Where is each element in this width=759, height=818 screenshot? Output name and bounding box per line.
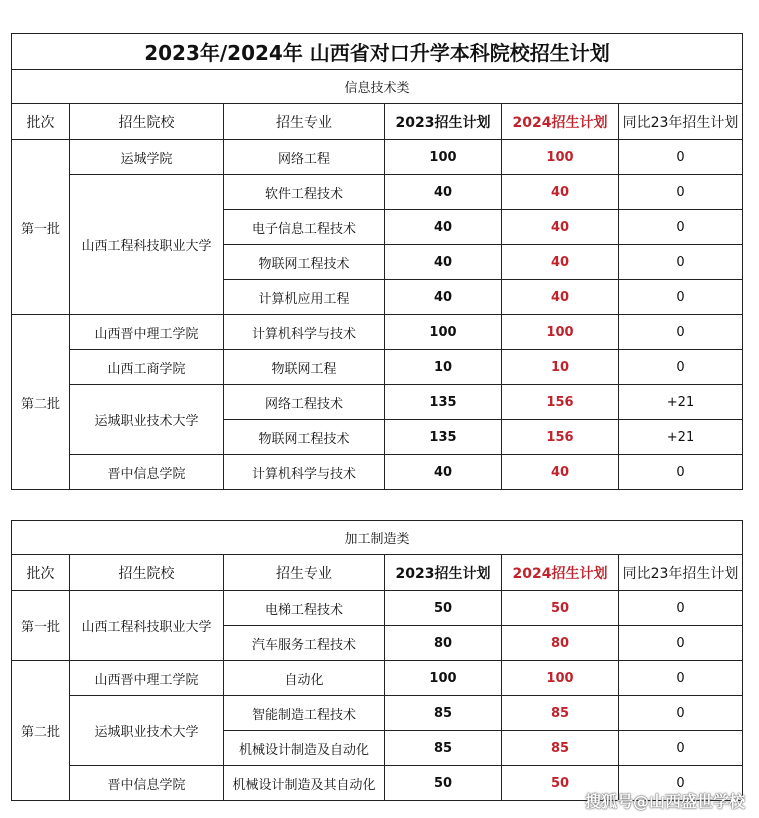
diff-cell: 0 xyxy=(619,766,743,801)
plan-2023-cell: 50 xyxy=(385,591,502,626)
diff-cell: 0 xyxy=(619,280,743,315)
major-cell: 电梯工程技术 xyxy=(224,591,385,626)
table-row xyxy=(12,140,743,175)
major-cell: 网络工程技术 xyxy=(224,385,385,420)
diff-cell: 0 xyxy=(619,455,743,490)
table-row xyxy=(12,385,743,420)
plan-2023-cell: 40 xyxy=(385,175,502,210)
diff-cell: 0 xyxy=(619,140,743,175)
column-header-row xyxy=(12,104,743,140)
major-cell: 物联网工程 xyxy=(224,350,385,385)
header-plan-2024: 2024招生计划 xyxy=(502,555,619,591)
plan-2023-cell: 100 xyxy=(385,315,502,350)
header-school: 招生院校 xyxy=(70,104,224,140)
header-plan-2023: 2023招生计划 xyxy=(385,555,502,591)
diff-cell: 0 xyxy=(619,175,743,210)
major-cell: 物联网工程技术 xyxy=(224,245,385,280)
plan-2023-cell: 10 xyxy=(385,350,502,385)
plan-2024-cell: 80 xyxy=(502,626,619,661)
batch-cell: 第一批 xyxy=(12,140,70,315)
plan-2023-cell: 40 xyxy=(385,245,502,280)
major-cell: 自动化 xyxy=(224,661,385,696)
plan-2023-cell: 40 xyxy=(385,210,502,245)
major-cell: 机械设计制造及其自动化 xyxy=(224,766,385,801)
header-diff: 同比23年招生计划 xyxy=(619,104,743,140)
category-header: 加工制造类 xyxy=(12,521,743,555)
school-cell: 晋中信息学院 xyxy=(70,455,224,490)
header-batch: 批次 xyxy=(12,104,70,140)
school-cell: 山西晋中理工学院 xyxy=(70,661,224,696)
table-row xyxy=(12,350,743,385)
plan-2024-cell: 156 xyxy=(502,420,619,455)
plan-2024-cell: 100 xyxy=(502,315,619,350)
plan-2023-cell: 135 xyxy=(385,385,502,420)
diff-cell: +21 xyxy=(619,385,743,420)
plan-2023-cell: 85 xyxy=(385,696,502,731)
plan-2024-cell: 40 xyxy=(502,455,619,490)
plan-2023-cell: 80 xyxy=(385,626,502,661)
plan-2023-cell: 85 xyxy=(385,731,502,766)
school-cell: 运城职业技术大学 xyxy=(70,385,224,455)
major-cell: 智能制造工程技术 xyxy=(224,696,385,731)
diff-cell: 0 xyxy=(619,315,743,350)
diff-cell: +21 xyxy=(619,420,743,455)
plan-2024-cell: 85 xyxy=(502,731,619,766)
diff-cell: 0 xyxy=(619,731,743,766)
major-cell: 汽车服务工程技术 xyxy=(224,626,385,661)
diff-cell: 0 xyxy=(619,210,743,245)
plan-2023-cell: 135 xyxy=(385,420,502,455)
plan-2024-cell: 50 xyxy=(502,766,619,801)
header-major: 招生专业 xyxy=(224,104,385,140)
diff-cell: 0 xyxy=(619,661,743,696)
school-cell: 山西工商学院 xyxy=(70,350,224,385)
major-cell: 计算机科学与技术 xyxy=(224,315,385,350)
table-row xyxy=(12,455,743,490)
major-cell: 计算机应用工程 xyxy=(224,280,385,315)
table-row xyxy=(12,315,743,350)
plan-2024-cell: 10 xyxy=(502,350,619,385)
plan-2023-cell: 40 xyxy=(385,455,502,490)
diff-cell: 0 xyxy=(619,350,743,385)
table-row xyxy=(12,661,743,696)
category-header: 信息技术类 xyxy=(12,70,743,104)
major-cell: 计算机科学与技术 xyxy=(224,455,385,490)
plan-2024-cell: 40 xyxy=(502,210,619,245)
school-cell: 山西工程科技职业大学 xyxy=(70,591,224,661)
watermark-text: 搜狐号@山西盛世学校 xyxy=(584,792,745,811)
plan-2023-cell: 40 xyxy=(385,280,502,315)
enrollment-table-manufacturing xyxy=(11,520,743,801)
header-school: 招生院校 xyxy=(70,555,224,591)
school-cell: 运城职业技术大学 xyxy=(70,696,224,766)
school-cell: 山西晋中理工学院 xyxy=(70,315,224,350)
diff-cell: 0 xyxy=(619,591,743,626)
header-batch: 批次 xyxy=(12,555,70,591)
major-cell: 物联网工程技术 xyxy=(224,420,385,455)
header-major: 招生专业 xyxy=(224,555,385,591)
school-cell: 山西工程科技职业大学 xyxy=(70,175,224,315)
school-cell: 晋中信息学院 xyxy=(70,766,224,801)
major-cell: 电子信息工程技术 xyxy=(224,210,385,245)
plan-2024-cell: 50 xyxy=(502,591,619,626)
diff-cell: 0 xyxy=(619,626,743,661)
plan-2024-cell: 85 xyxy=(502,696,619,731)
batch-cell: 第二批 xyxy=(12,315,70,490)
diff-cell: 0 xyxy=(619,245,743,280)
table-title: 2023年/2024年 山西省对口升学本科院校招生计划 xyxy=(12,34,743,70)
plan-2023-cell: 100 xyxy=(385,140,502,175)
table-row xyxy=(12,591,743,626)
table-row xyxy=(12,696,743,731)
plan-2023-cell: 100 xyxy=(385,661,502,696)
header-diff: 同比23年招生计划 xyxy=(619,555,743,591)
major-cell: 机械设计制造及自动化 xyxy=(224,731,385,766)
column-header-row xyxy=(12,555,743,591)
plan-2024-cell: 156 xyxy=(502,385,619,420)
major-cell: 网络工程 xyxy=(224,140,385,175)
plan-2024-cell: 100 xyxy=(502,661,619,696)
plan-2023-cell: 50 xyxy=(385,766,502,801)
plan-2024-cell: 100 xyxy=(502,140,619,175)
enrollment-table-it xyxy=(11,33,743,490)
diff-cell: 0 xyxy=(619,696,743,731)
plan-2024-cell: 40 xyxy=(502,280,619,315)
major-cell: 软件工程技术 xyxy=(224,175,385,210)
table-row xyxy=(12,175,743,210)
school-cell: 运城学院 xyxy=(70,140,224,175)
batch-cell: 第二批 xyxy=(12,661,70,801)
header-plan-2023: 2023招生计划 xyxy=(385,104,502,140)
plan-2024-cell: 40 xyxy=(502,175,619,210)
plan-2024-cell: 40 xyxy=(502,245,619,280)
header-plan-2024: 2024招生计划 xyxy=(502,104,619,140)
batch-cell: 第一批 xyxy=(12,591,70,661)
